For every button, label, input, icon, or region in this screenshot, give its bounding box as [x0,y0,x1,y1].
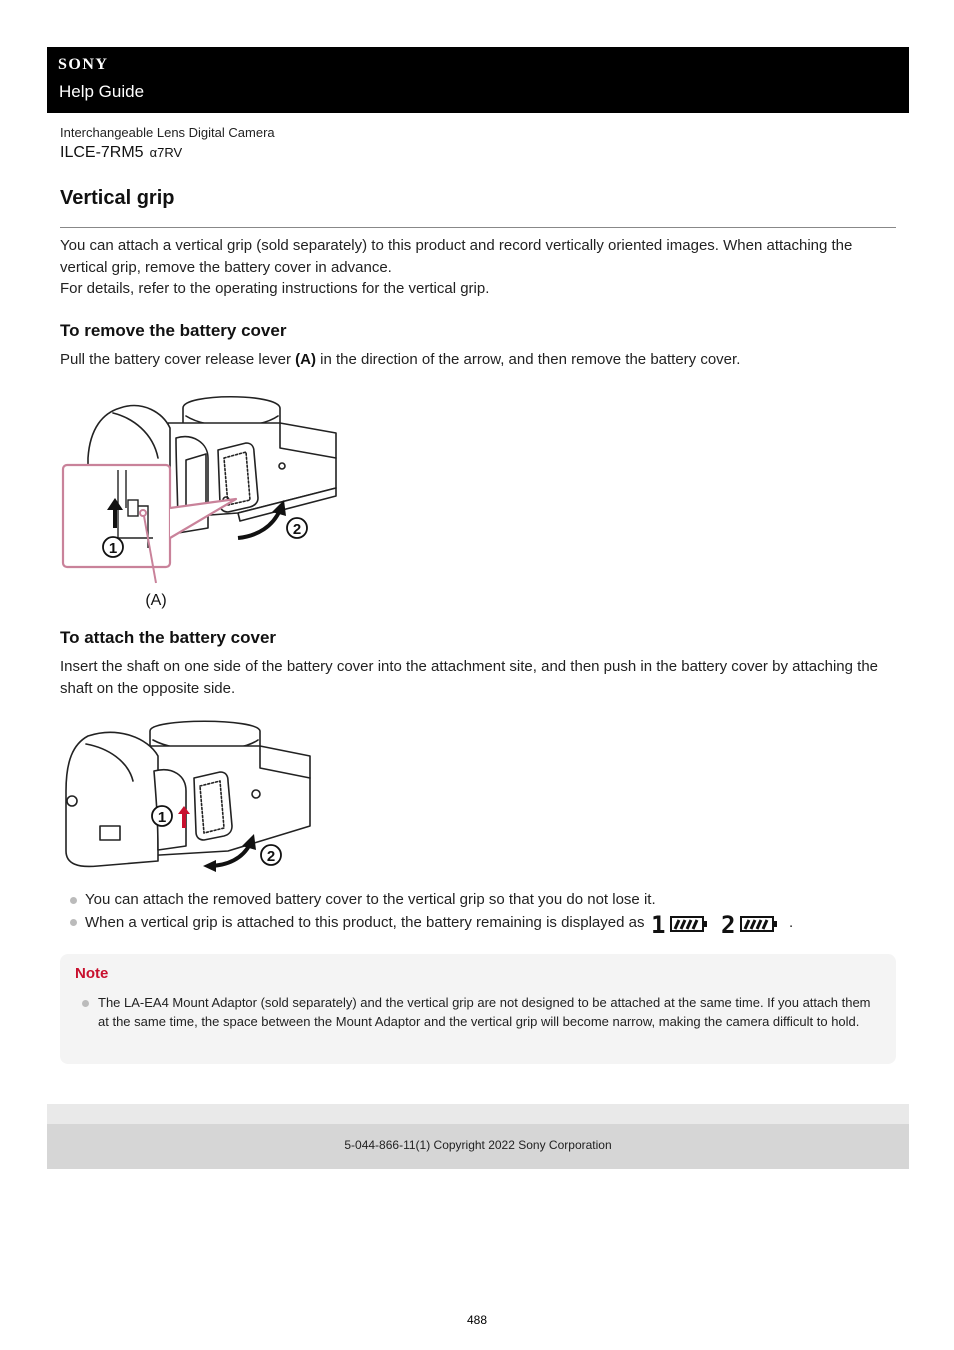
help-guide-title: Help Guide [59,82,145,101]
battery-2-icon [721,911,783,935]
remove-heading: To remove the battery cover [60,321,287,340]
page-title: Vertical grip [60,187,175,209]
note-box [60,954,896,1064]
remove-instructions [60,349,896,371]
tip-1-text: You can attach the removed battery cover to the vertical grip so that you do not lose it. [85,891,656,908]
attach-step-2-label: 2 [266,848,276,865]
bullet-dot-icon [82,1000,89,1007]
attach-step-1-label: 1 [157,809,167,826]
note-title: Note [75,965,109,982]
intro-paragraph-1: You can attach a vertical grip (sold separately) to this product and record vertically oriented images. When attaching the vertical grip, remove the battery cover in advance. [60,237,853,276]
footer [47,1124,909,1169]
page-number: 488 [466,1313,488,1327]
copyright-text: 5-044-866-11(1) Copyright 2022 Sony Corporation [344,1138,612,1152]
attach-heading: To attach the battery cover [60,628,277,647]
attach-instructions: Insert the shaft on one side of the battery cover into the attachment site, and then push in the battery cover by attaching the shaft on the opposite side. [60,658,879,697]
remove-battery-cover-illustration [58,388,343,613]
bullet-dot-icon [70,897,77,904]
tips-list [70,889,900,933]
step-2-label: 2 [292,521,302,538]
list-item [70,911,900,933]
attach-battery-cover-illustration [58,716,318,876]
intro-paragraph-2: For details, refer to the operating instructions for the vertical grip. [60,280,490,297]
remove-text-bold: (A) [295,351,316,368]
tip-2-text: When a vertical grip is attached to this product, the battery remaining is displayed as [85,913,645,931]
tip-2-end: . [788,913,794,931]
sony-logo: SONY [58,56,109,73]
lever-a-label: (A) [145,592,167,609]
product-category: Interchangeable Lens Digital Camera [60,125,275,140]
note-text: The LA-EA4 Mount Adaptor (sold separately) and the vertical grip are not designed to be attached at the same time. If you attach them at the same time, the space between the Mount Adaptor and the vertical grip will become narrow, making the camera difficult to hold. [98,995,871,1029]
bullet-dot-icon [70,919,77,926]
model-number: ILCE-7RM5 [60,144,144,161]
title-divider [60,227,896,228]
list-item [70,889,900,911]
product-model [60,144,182,162]
header-bar [47,47,909,113]
footer-strip [47,1104,909,1124]
battery-2-number: 2 [720,911,736,935]
remove-text-after: in the direction of the arrow, and then remove the battery cover. [315,351,741,368]
battery-1-number: 1 [650,911,666,935]
battery-1-icon [651,911,713,935]
step-1-label: 1 [108,540,118,557]
model-alpha: α7RV [149,145,183,160]
intro-text [60,235,896,300]
remove-text-before: Pull the battery cover release lever [60,351,296,368]
